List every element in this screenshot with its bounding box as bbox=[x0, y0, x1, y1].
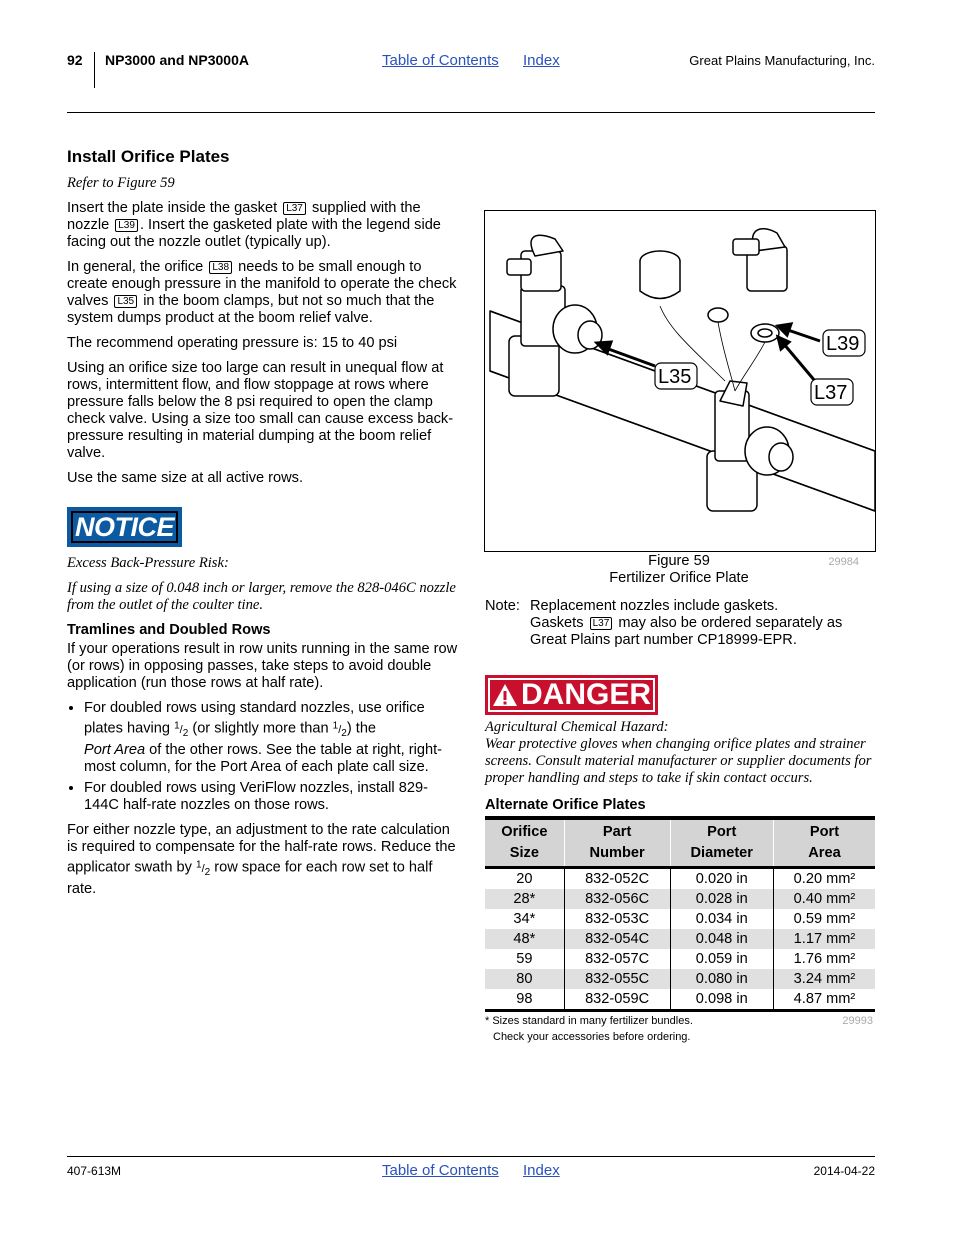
figure-title: Fertilizer Orifice Plate bbox=[609, 570, 749, 586]
left-column bbox=[67, 148, 459, 906]
header-rule bbox=[67, 112, 875, 113]
footer-rule bbox=[67, 1156, 875, 1157]
label-l35: L35 bbox=[658, 366, 692, 388]
warning-triangle-icon bbox=[492, 683, 518, 707]
notice-badge: NOTICE bbox=[67, 507, 182, 547]
list-item: • For doubled rows using standard nozzles, use orifice plates having $^1/_2$ (or slightly more than $^1/_2$) the Port Area of the other rows. See the table at right, right-most column, for the Port Area of each plate call size. bbox=[84, 700, 459, 776]
tramlines-list bbox=[67, 700, 459, 814]
callout-tag-l38: L38 bbox=[209, 261, 232, 274]
column-header: Orifice Size bbox=[485, 818, 564, 868]
index-link-bottom[interactable]: Index bbox=[523, 1162, 560, 1179]
index-link-top[interactable]: Index bbox=[523, 52, 560, 69]
table-row: 20 832-052C 0.020 in 0.20 mm² bbox=[485, 868, 875, 890]
company-name: Great Plains Manufacturing, Inc. bbox=[689, 53, 875, 68]
column-header: Part Number bbox=[564, 818, 670, 868]
paragraph-insert-plate: Insert the plate inside the gasket L37 supplied with the nozzle L39 . Insert the gasketed plate with the legend side facing out the nozzle outlet (typically up). bbox=[67, 200, 441, 250]
doc-date: 2014-04-22 bbox=[813, 1164, 875, 1178]
orifice-assembly-drawing bbox=[485, 211, 875, 551]
table-row: 34* 832-053C 0.034 in 0.59 mm² bbox=[485, 909, 875, 929]
toc-link-bottom[interactable]: Table of Contents bbox=[382, 1162, 499, 1179]
fraction-half: $^1/_2$ bbox=[332, 720, 347, 739]
column-header: Port Area bbox=[773, 818, 875, 868]
fraction-half: $^1/_2$ bbox=[196, 858, 211, 878]
callout-tag-l39: L39 bbox=[115, 219, 138, 232]
doc-title: NP3000 and NP3000A bbox=[105, 52, 249, 68]
replacement-note: Note: Replacement nozzles include gaskets. Gaskets L37 may also be ordered separately as Great Plains part number CP18999-EPR. bbox=[485, 598, 843, 648]
label-l39: L39 bbox=[826, 333, 860, 355]
label-l37: L37 bbox=[814, 382, 848, 404]
list-item: • For doubled rows using VeriFlow nozzles, install 829-144C half-rate nozzles on those rows. bbox=[84, 780, 459, 814]
column-header: Port Diameter bbox=[670, 818, 773, 868]
danger-text: Wear protective gloves when changing orifice plates and strainer screens. Consult material manufacturer or supplier documents for proper handling and steps to take if skin contact occurs. bbox=[485, 736, 872, 786]
table-row: 28* 832-056C 0.028 in 0.40 mm² bbox=[485, 889, 875, 909]
section-title: Install Orifice Plates bbox=[67, 147, 230, 166]
figure-number: Figure 59 bbox=[648, 553, 710, 569]
table-row: 48* 832-054C 0.048 in 1.17 mm² bbox=[485, 929, 875, 949]
note-label: Note: bbox=[485, 598, 520, 614]
notice-text: If using a size of 0.048 inch or larger, remove the 828-046C nozzle from the outlet of the coulter tine. bbox=[67, 580, 456, 613]
figure-reference: Refer to Figure 59 bbox=[67, 175, 175, 191]
paragraph-rate-adjustment: For either nozzle type, an adjustment to the rate calculation is required to compensate for the half-rate rows. Reduce the applicator swath by $^1/_2$ row space for each row set to half rate. bbox=[67, 821, 456, 897]
page-number: 92 bbox=[67, 52, 83, 68]
header-divider bbox=[94, 52, 95, 88]
table-row: 59 832-057C 0.059 in 1.76 mm² bbox=[485, 949, 875, 969]
paragraph-operating-pressure: The recommend operating pressure is: 15 to 40 psi bbox=[67, 335, 398, 351]
table-row: 98 832-059C 0.098 in 4.87 mm² bbox=[485, 989, 875, 1011]
orifice-table bbox=[485, 816, 875, 1012]
figure-id: 29984 bbox=[828, 556, 859, 568]
figure-59-illustration bbox=[484, 210, 876, 552]
danger-title: Agricultural Chemical Hazard: bbox=[485, 719, 669, 735]
tramlines-title: Tramlines and Doubled Rows bbox=[67, 622, 271, 638]
table-footnote: * Sizes standard in many fertilizer bundles. Check your accessories before ordering. 29993 bbox=[485, 1015, 873, 1043]
doc-number: 407-613M bbox=[67, 1164, 122, 1178]
fraction-half: $^1/_2$ bbox=[174, 720, 189, 739]
callout-tag-l35: L35 bbox=[114, 295, 137, 308]
table-title: Alternate Orifice Plates bbox=[485, 797, 646, 813]
table-row: 80 832-055C 0.080 in 3.24 mm² bbox=[485, 969, 875, 989]
callout-tag-l37: L37 bbox=[283, 202, 306, 215]
tramlines-paragraph: If your operations result in row units running in the same row (or rows) in opposing passes, take steps to avoid double application (run those rows at half rate). bbox=[67, 641, 458, 691]
danger-badge: DANGER bbox=[485, 675, 658, 715]
port-area-term: Port Area bbox=[84, 741, 146, 758]
table-id: 29993 bbox=[842, 1015, 873, 1027]
paragraph-orifice-general: In general, the orifice L38 needs to be small enough to create enough pressure in the manifold to operate the check valves L35 in the boom clamps, but not so much that the system dumps product at the boom relief valve. bbox=[67, 259, 457, 326]
figure-caption bbox=[484, 553, 874, 587]
right-column bbox=[485, 598, 875, 1045]
paragraph-size-effects: Using an orifice size too large can result in unequal flow at rows, intermittent flow, and flow stoppage at rows where pressure falls below the 8 psi required to open the clamp check valve. Using a size too small can cause excess back-pressure resulting in material dumping at the boom relief valve. bbox=[67, 360, 454, 461]
notice-title: Excess Back-Pressure Risk: bbox=[67, 555, 229, 571]
callout-tag-l37: L37 bbox=[590, 617, 613, 630]
paragraph-same-size: Use the same size at all active rows. bbox=[67, 470, 304, 486]
table-header-row bbox=[485, 818, 875, 868]
toc-link-top[interactable]: Table of Contents bbox=[382, 52, 499, 69]
